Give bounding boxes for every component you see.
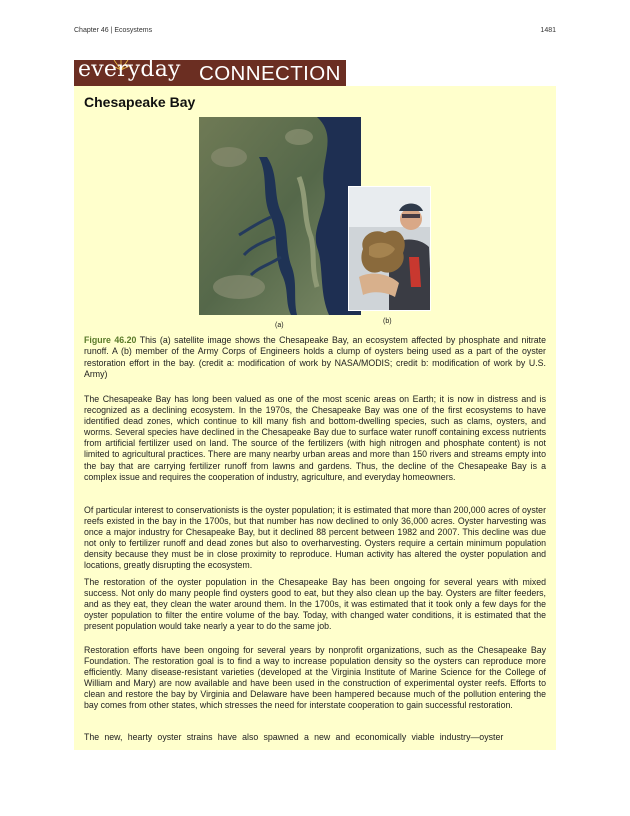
figure-label-a: (a) [275,322,284,329]
banner-connection-text: CONNECTION [199,62,341,85]
figure-number: Figure 46.20 [84,335,137,345]
feature-box [74,86,556,750]
body-paragraph: The new, hearty oyster strains have also spawned a new and economically viable industry—oyster [84,732,504,742]
body-paragraph: The Chesapeake Bay has long been valued as one of the most scenic areas on Earth; it is now in distress and is recognized as a declining ecosystem. In the 1970s, the Chesapeake Bay was one of the first ecosystems to have identified dead zones, which continue to kill many fish and bottom-dwelling species, such as clams, oysters, and worms. Several species have declined in the Chesapeake Bay due to surface water runoff containing excess nutrients from artificial fertilizer used on land. The source of the fertilizers (with high nitrogen and phosphate content) is not limited to agricultural practices. There are many nearby urban areas and more than 150 rivers and streams empty into the bay that are carrying fertilizer runoff from lawns and gardens. Thus, the decline of the Chesapeake Bay is a complex issue and requires the cooperation of industry, agriculture, and everyday homeowners. [84,394,546,482]
banner-everyday-text: everyday [78,60,181,82]
running-header [74,27,556,37]
body-paragraph: Restoration efforts have been ongoing for several years by nonprofit organizations, such as the Chesapeake Bay Foundation. The restoration goal is to find a way to increase population density so the oysters can reproduce more efficiently. Many disease-resistant varieties (developed at the Virginia Institute of Marine Science for the College of William and Mary) are now available and have been used in the construction of experimental oyster reefs. Efforts to clean and restore the bay by Virginia and Delaware have been hampered because much of the pollution entering the bay comes from other states, which stresses the need for interstate cooperation to gain successful restoration. [84,645,546,711]
everyday-connection-banner [74,60,346,86]
oyster-photo [348,186,431,311]
figure-caption-text: This (a) satellite image shows the Chesapeake Bay, an ecosystem affected by phosphate and nitrate runoff. A (b) member of the Army Corps of Engineers holds a clump of oysters being used as a part of the oyster restoration effort in the bay. (credit a: modification of work by NASA/MODIS; credit b: modification of work by U.S. Army) [84,335,546,379]
satellite-image [199,117,361,315]
body-paragraph: The restoration of the oyster population in the Chesapeake Bay has been ongoing for several years with mixed success. Not only do many people find oysters good to eat, but they also clean up the bay. Oysters are filter feeders, and as they eat, they clean the water around them. In the 1700s, it was estimated that it took only a few days for the oyster population to filter the entire volume of the bay. Today, with changed water conditions, it is estimated that the present population would take nearly a year to do the same job. [84,577,546,632]
figure-label-b: (b) [383,318,392,325]
page-number: 1481 [540,27,556,34]
figure-caption [84,335,546,381]
body-paragraph: Of particular interest to conservationists is the oyster population; it is estimated that more than 200,000 acres of oyster reefs existed in the bay in the 1700s, but that number has now declined to only 36,000 acres. Oyster harvesting was once a major industry for Chesapeake Bay, but it declined 88 percent between 1982 and 2007. This decline was due not only to fertilizer runoff and dead zones but also to overharvesting. Oysters require a certain minimum population density because they must be in close proximity to reproduce. Human activity has altered the oyster population and locations, greatly disrupting the ecosystem. [84,505,546,571]
feature-title: Chesapeake Bay [84,94,196,110]
chapter-title: Chapter 46 | Ecosystems [74,27,153,34]
